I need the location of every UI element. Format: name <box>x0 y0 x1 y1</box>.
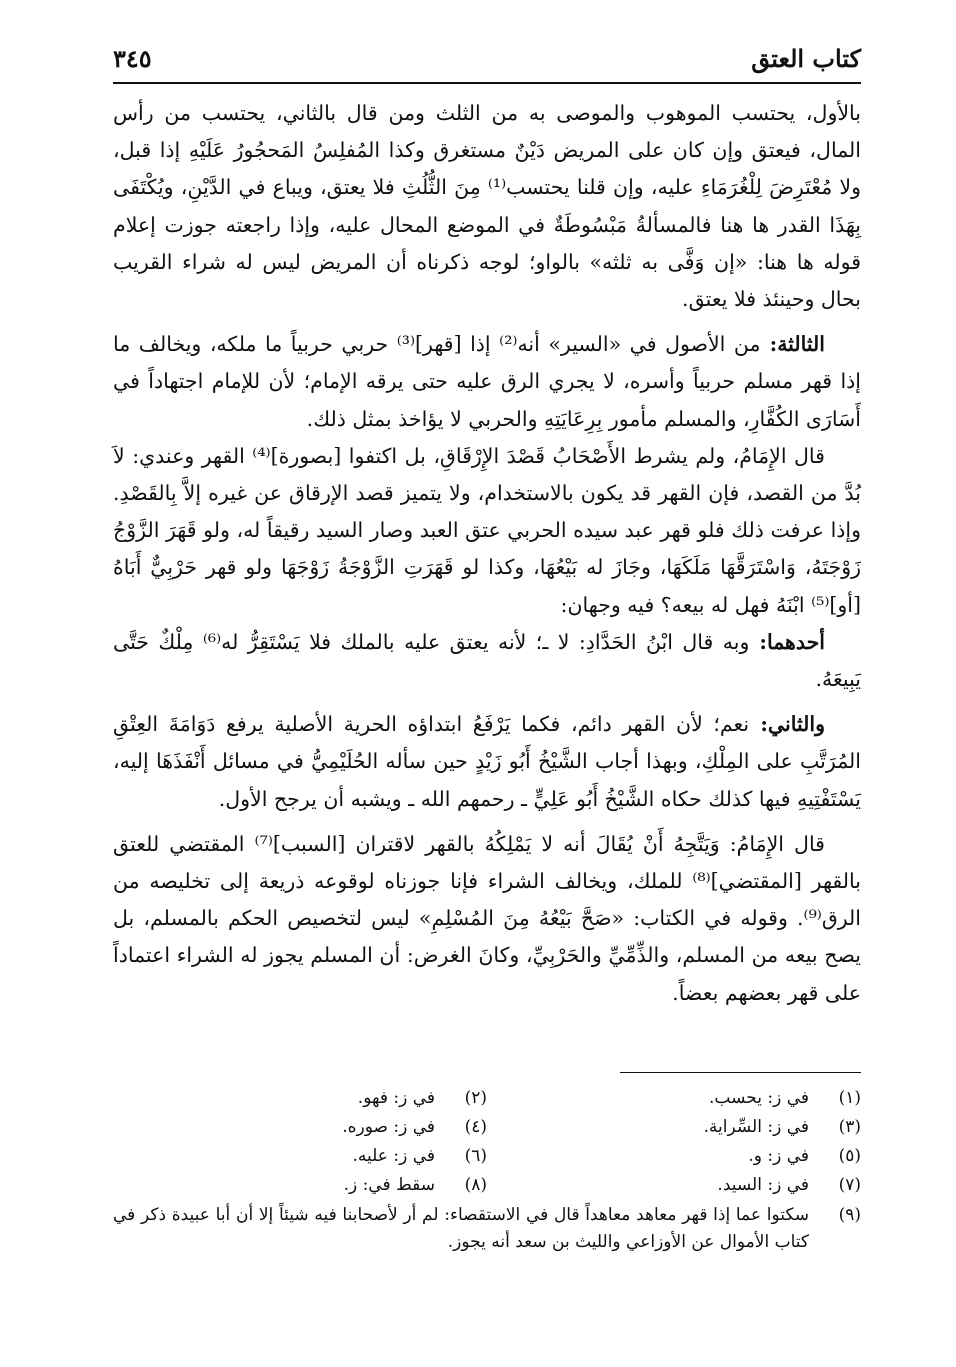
footnote-divider <box>620 1072 861 1073</box>
paragraph-2 <box>113 326 861 438</box>
footnote-number: (٨) <box>464 1175 487 1195</box>
paragraph-lead: أحدهما: <box>749 629 825 654</box>
footnote-row <box>113 1142 861 1171</box>
footnotes <box>113 1084 861 1256</box>
footnote-text: في ز: فهو. <box>357 1088 435 1108</box>
footnote-text: سكتوا عما إذا قهر معاهد معاهداً قال في الاستقصاء: لم أر لأصحابنا فيه شيئاً إلا أن أبا عبيدة ذكر في كتاب الأموال عن الأوزاعي والليث بن سعد أنه يجوز. <box>113 1205 809 1252</box>
chapter-title: كتاب العتق <box>751 44 861 73</box>
footnote-text: سقط في: ز. <box>343 1175 435 1195</box>
footnote-text: في ز: عليه. <box>352 1146 435 1166</box>
footnote-number: (١) <box>838 1088 861 1108</box>
footnote-row <box>113 1171 861 1200</box>
footnote <box>487 1084 861 1113</box>
footnote <box>113 1142 487 1171</box>
paragraph-3 <box>113 438 861 624</box>
footnote <box>113 1171 487 1200</box>
page-header <box>113 42 861 84</box>
footnote-text: في ز: السيد. <box>717 1175 809 1195</box>
paragraph-text: قال الإِمَامُ: وَيَتَّجِهُ أَنْ يُقَالَ أنه لا يَمْلِكُهُ بالقهر لاقتران [السبب]⁽⁷⁾ المقتضي للعتق بالقهر [المقتضي]⁽⁸⁾ للملك، ويخالف الشراء فإنا جوزناه لوقوعه ذريعة إلى تخليصه من الرق⁽⁹⁾. وقوله في الكتاب: «صَحَّ بَيْعُهُ مِنَ المُسْلِمِ» ليس لتخصيص الحكم بالمسلم، بل يصح بيعه من المسلم، والذِّمِّيِّ والحَرْبِيِّ، وكانَ الغرض: أن المسلم يجوز له الشراء اعتماداً على قهر بعضهم بعضاً. <box>113 831 861 1005</box>
footnote-number: (٤) <box>464 1117 487 1137</box>
footnote-row <box>113 1113 861 1142</box>
paragraph-5 <box>113 706 861 818</box>
footnote <box>113 1202 861 1256</box>
footnote <box>113 1084 487 1113</box>
footnote-number: (٦) <box>464 1146 487 1166</box>
paragraph-text: قال الإِمَامُ، ولم يشرط الأَصْحَابُ قَصْدَ الإِرْقَاقِ، بل اكتفوا [بصورة]⁽⁴⁾ القهر وعندي: لاَ بُدَّ من القصد، فإن القهر قد يكون بالاستخدام، ولا يتميز قصد الإرقاق عن غيره إلاَّ بِالقَصْدِ. وإذا عرفت ذلك فلو قهر عبد سيده الحربي عتق العبد وصار السيد رقيقاً له، ولو قَهَرَ الزَّوْجُ زَوْجَتَهُ، وَاسْتَرَقَّهَا مَلَكَهَا، وجَازَ له بَيْعُهَا، وكذا لو قَهَرَتِ الزَّوْجَةُ زَوْجَهَا ولو قهر حَرْبِيٌّ أَبَاهُ [أو]⁽⁵⁾ ابْنَهُ فهل له بيعه؟ فيه وجهان: <box>113 443 861 617</box>
footnote-number: (٩) <box>838 1205 861 1225</box>
paragraph-text: نعم؛ لأن القهر دائم، فكما يَرْفَعُ ابتداؤه الحرية الأصلية يرفع دَوَامَةَ العِتْقِ المُرَتَّبِ على المِلْكِ، وبهذا أجاب الشَّيْخُ أَبُو زَيْدٍ حين سأله الحُلَيْمِيُّ في مسائل أَنْفَذَهَا إليه، يَسْتَفْتِيهِ فيها كذلك حكاه الشَّيْخُ أَبُو عَلِيٍّ ـ رحمهم الله ـ ويشبه أن يرجح الأول. <box>113 712 861 811</box>
footnote-number: (٥) <box>838 1146 861 1166</box>
footnote-text: في ز: و. <box>748 1146 809 1166</box>
paragraph-text: بالأول، يحتسب الموهوب والموصى به من الثلث ومن قال بالثاني، يحتسب من رأس المال، فيعتق وإن كان على المريض دَيْنٌ مستغرق وكذا المُفلِسُ المَحجُورُ عَلَيْهِ إذا قبل، ولا مُعْتَرِضَ لِلْغُرَمَاءِ عليه، وإن قلنا يحتسب⁽¹⁾ مِنَ الثُّلُثِ فلا يعتق، ويباع في الدَّيْنِ، ويُكْتَفَى بِهَذَا القدر ها هنا فالمسألةُ مَبْسُوطَةٌ في الموضع المحال عليه، وإذا راجعته جوزت إعلام قوله ها هنا: «إن وَفَّى به ثلثه» بالواو؛ لوجه ذكرناه أن المريض ليس له شراء القريب بحال وحينئذ فلا يعتق. <box>113 101 861 312</box>
paragraph-6 <box>113 826 861 1012</box>
paragraph-lead: الثالثة: <box>760 332 825 357</box>
footnote-text: في ز: صوره. <box>342 1117 435 1137</box>
paragraph-1 <box>113 95 861 318</box>
footnote-row <box>113 1084 861 1113</box>
paragraph-lead: والثاني: <box>749 712 825 737</box>
page-number: ٣٤٥ <box>113 44 152 73</box>
footnote <box>487 1142 861 1171</box>
footnote-number: (٧) <box>838 1175 861 1195</box>
footnote <box>487 1171 861 1200</box>
footnote <box>113 1113 487 1142</box>
main-text <box>113 95 861 1012</box>
footnote-number: (٣) <box>838 1117 861 1137</box>
footnote <box>487 1113 861 1142</box>
footnote-number: (٢) <box>464 1088 487 1108</box>
footnote-text: في ز: يحسب. <box>708 1088 809 1108</box>
paragraph-text: وبه قال ابْنُ الحَدَّادِ: لا ـ؛ لأنه يعتق عليه بالملك فلا يَسْتَقِرُّ له⁽⁶⁾ مِلْكٌ حَتَّى يَبِيعَهُ. <box>113 629 861 692</box>
paragraph-text: من الأصول في «السير» أنه⁽²⁾ إذا [قهر]⁽³⁾ حربي حربياً ما ملكه، ويخالف ما إذا قهر مسلم حربياً وأسره، لا يجري الرق عليه حتى يرقه الإمام؛ لأن للإمام اجتهاداً في أَسَارَى الكُفَّارِ، والمسلم مأمور بِرِعَايَتِهِ والحربي لا يؤاخذ بمثل ذلك. <box>113 332 861 431</box>
footnote-text: في ز: السِّراية. <box>703 1117 809 1137</box>
paragraph-4 <box>113 624 861 698</box>
